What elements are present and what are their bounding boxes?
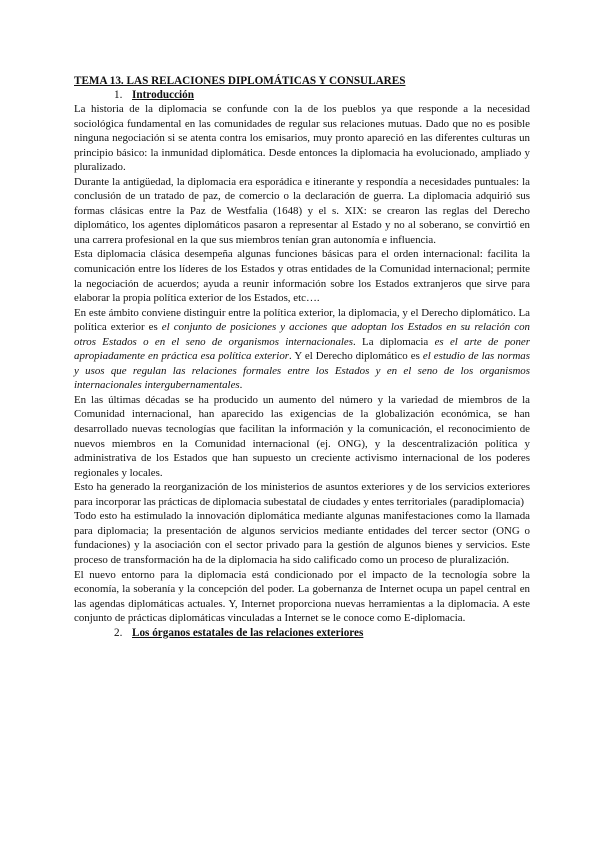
paragraph-2: Durante la antigüedad, la diplomacia era esporádica e itinerante y respondía a necesidades puntuales: la conclusión de un tratado de paz, de comercio o la declaración de guerra. La diplomacia adquirió sus formas clásicas entre la Paz de Westfalia (1648) y el s. XIX: se crearon las reglas del Derecho diplomático, los agentes diplomáticos pasaron a representar al Estado y no al soberano, se convirtió en una carrera profesional en la que sus miembros tenían gran autonomía e influencia. bbox=[74, 175, 530, 246]
p4-text-c: . La diplomacia bbox=[353, 335, 435, 348]
paragraph-4 bbox=[74, 306, 530, 393]
paragraph-5: En las últimas décadas se ha producido un aumento del número y la variedad de miembros de la Comunidad internacional, han aparecido las exigencias de la globalización económica, se han desarrollado nuevas tecnologías que facilitan la información y la comunicación, el reconocimiento de nuevos miembros en la Comunidad internacional (ej. ONG), y la descentralización política y administrativa de los Estados que han supuesto un creciente activismo internacional de los poderes regionales y locales. bbox=[74, 393, 530, 479]
section-label: Los órganos estatales de las relaciones exteriores bbox=[132, 626, 364, 639]
p4-text-e: . Y el Derecho diplomático es bbox=[289, 350, 423, 363]
paragraph-3: Esta diplomacia clásica desempeña algunas funciones básicas para el orden internacional: facilita la comunicación entre los líderes de los Estados y otras entidades de la Comunidad internacional; permite la negociación de acuerdos; ayuda a reunir información sobre los Estados extranjeros que sirve para elaborar la propia política exterior de los Estados, etc…. bbox=[74, 248, 530, 305]
p4-text-g: . bbox=[239, 379, 243, 392]
paragraph-6: Esto ha generado la reorganización de los ministerios de asuntos exteriores y de los servicios exteriores para incorporar las prácticas de diplomacia subestatal de ciudades y entes territoriales (paradiplomacia) bbox=[74, 481, 530, 508]
document-page bbox=[74, 74, 530, 640]
p4-text-a: En este ámbito conviene distinguir entre la política exterior, la diplomacia, y el Derecho diplomático. La política exterior es bbox=[74, 306, 530, 334]
section-label: Introducción bbox=[132, 89, 194, 101]
paragraph-8: El nuevo entorno para la diplomacia está condicionado por el impacto de la tecnología sobre la economía, la soberanía y la concepción del poder. La gobernanza de Internet ocupa un papel central en las agendas diplomáticas actuales. Y, Internet proporciona nuevas herramientas a la diplomacia. A este conjunto de prácticas diplomáticas vinculadas a Internet se le conoce como E-diplomacia. bbox=[74, 568, 530, 625]
document-title: TEMA 13. LAS RELACIONES DIPLOMÁTICAS Y CONSULARES bbox=[74, 75, 406, 87]
p4-definition-diplomacia: es el arte de poner apropiadamente en práctica esa política exterior bbox=[74, 335, 530, 363]
section-heading-introduccion bbox=[114, 88, 530, 102]
p4-definition-derecho-diplomatico: el estudio de las normas y usos que regulan las relaciones formales entre los Estados y en el seno de los organismos internacionales intergubernamentales bbox=[74, 350, 530, 392]
p4-definition-politica-exterior: el conjunto de posiciones y acciones que adoptan los Estados en su relación con otros Estados o en el seno de organismos internacionales bbox=[74, 321, 530, 348]
section-number: 2. bbox=[114, 626, 123, 639]
section-heading-organos-estatales bbox=[114, 626, 530, 640]
section-number: 1. bbox=[114, 89, 123, 101]
paragraph-1: La historia de la diplomacia se confunde con la de los pueblos ya que responde a la necesidad sociológica fundamental en las comunidades de regular sus relaciones mutuas. Dado que no es posible ninguna negociación si se atenta contra los emisarios, muy pronto apareció en las diferentes culturas un principio básico: la inmunidad diplomática. Desde entonces la diplomacia ha evolucionado, ampliado y pluralizado. bbox=[74, 103, 530, 174]
paragraph-7: Todo esto ha estimulado la innovación diplomática mediante algunas manifestaciones como la llamada para diplomacia; la presentación de algunos servicios mediante entidades del tercer sector (ONG o fundaciones) y la asociación con el sector privado para la gestión de algunos bienes y servicios. Este proceso de transformación ha de la diplomacia ha sido calificado como un proceso de pluralización. bbox=[74, 510, 530, 566]
